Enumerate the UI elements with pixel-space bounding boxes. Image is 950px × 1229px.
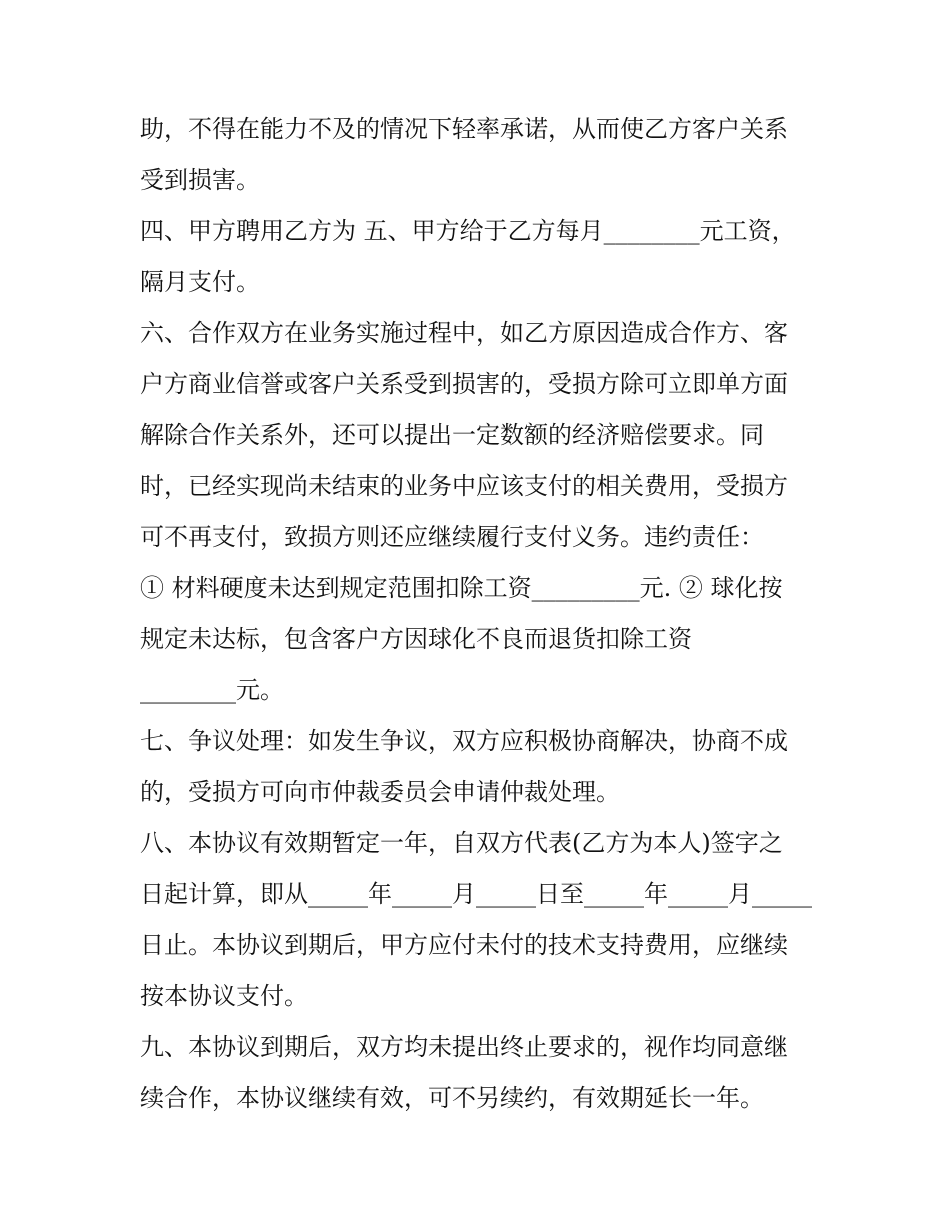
text-line: 规定未达标，包含客户方因球化不良而退货扣除工资 — [140, 625, 692, 653]
text-line: ① 材料硬度未达到规定范围扣除工资_________元. ② 球化按 — [140, 574, 783, 602]
document-body — [140, 104, 820, 1124]
text-line: 六、合作双方在业务实施过程中，如乙方原因造成合作方、客 — [140, 319, 788, 347]
text-line: 户方商业信誉或客户关系受到损害的，受损方除可立即单方面 — [140, 370, 788, 398]
text-line: 续合作，本协议继续有效，可不另续约，有效期延长一年。 — [140, 1084, 764, 1112]
text-line: 可不再支付，致损方则还应继续履行支付义务。违约责任： — [140, 523, 764, 551]
text-line: 八、本协议有效期暂定一年，自双方代表(乙方为本人)签字之 — [140, 829, 783, 857]
text-line: 日止。本协议到期后，甲方应付未付的技术支持费用，应继续 — [140, 931, 788, 959]
text-line: 受到损害。 — [140, 166, 260, 194]
text-line: 助，不得在能力不及的情况下轻率承诺，从而使乙方客户关系 — [140, 115, 788, 143]
text-line: 七、争议处理：如发生争议，双方应积极协商解决，协商不成 — [140, 727, 788, 755]
text-line: 时，已经实现尚未结束的业务中应该支付的相关费用，受损方 — [140, 472, 788, 500]
text-line: 按本协议支付。 — [140, 982, 308, 1010]
text-line: 四、甲方聘用乙方为 五、甲方给于乙方每月________元工资， — [140, 217, 796, 245]
text-line: 隔月支付。 — [140, 268, 260, 296]
text-line: ________元。 — [140, 676, 284, 704]
text-line: 九、本协议到期后，双方均未提出终止要求的，视作均同意继 — [140, 1033, 788, 1061]
text-line: 解除合作关系外，还可以提出一定数额的经济赔偿要求。同 — [140, 421, 764, 449]
text-line: 的，受损方可向市仲裁委员会申请仲裁处理。 — [140, 778, 620, 806]
text-line: 日起计算，即从_____年_____月_____日至_____年_____月_____ — [140, 880, 812, 908]
